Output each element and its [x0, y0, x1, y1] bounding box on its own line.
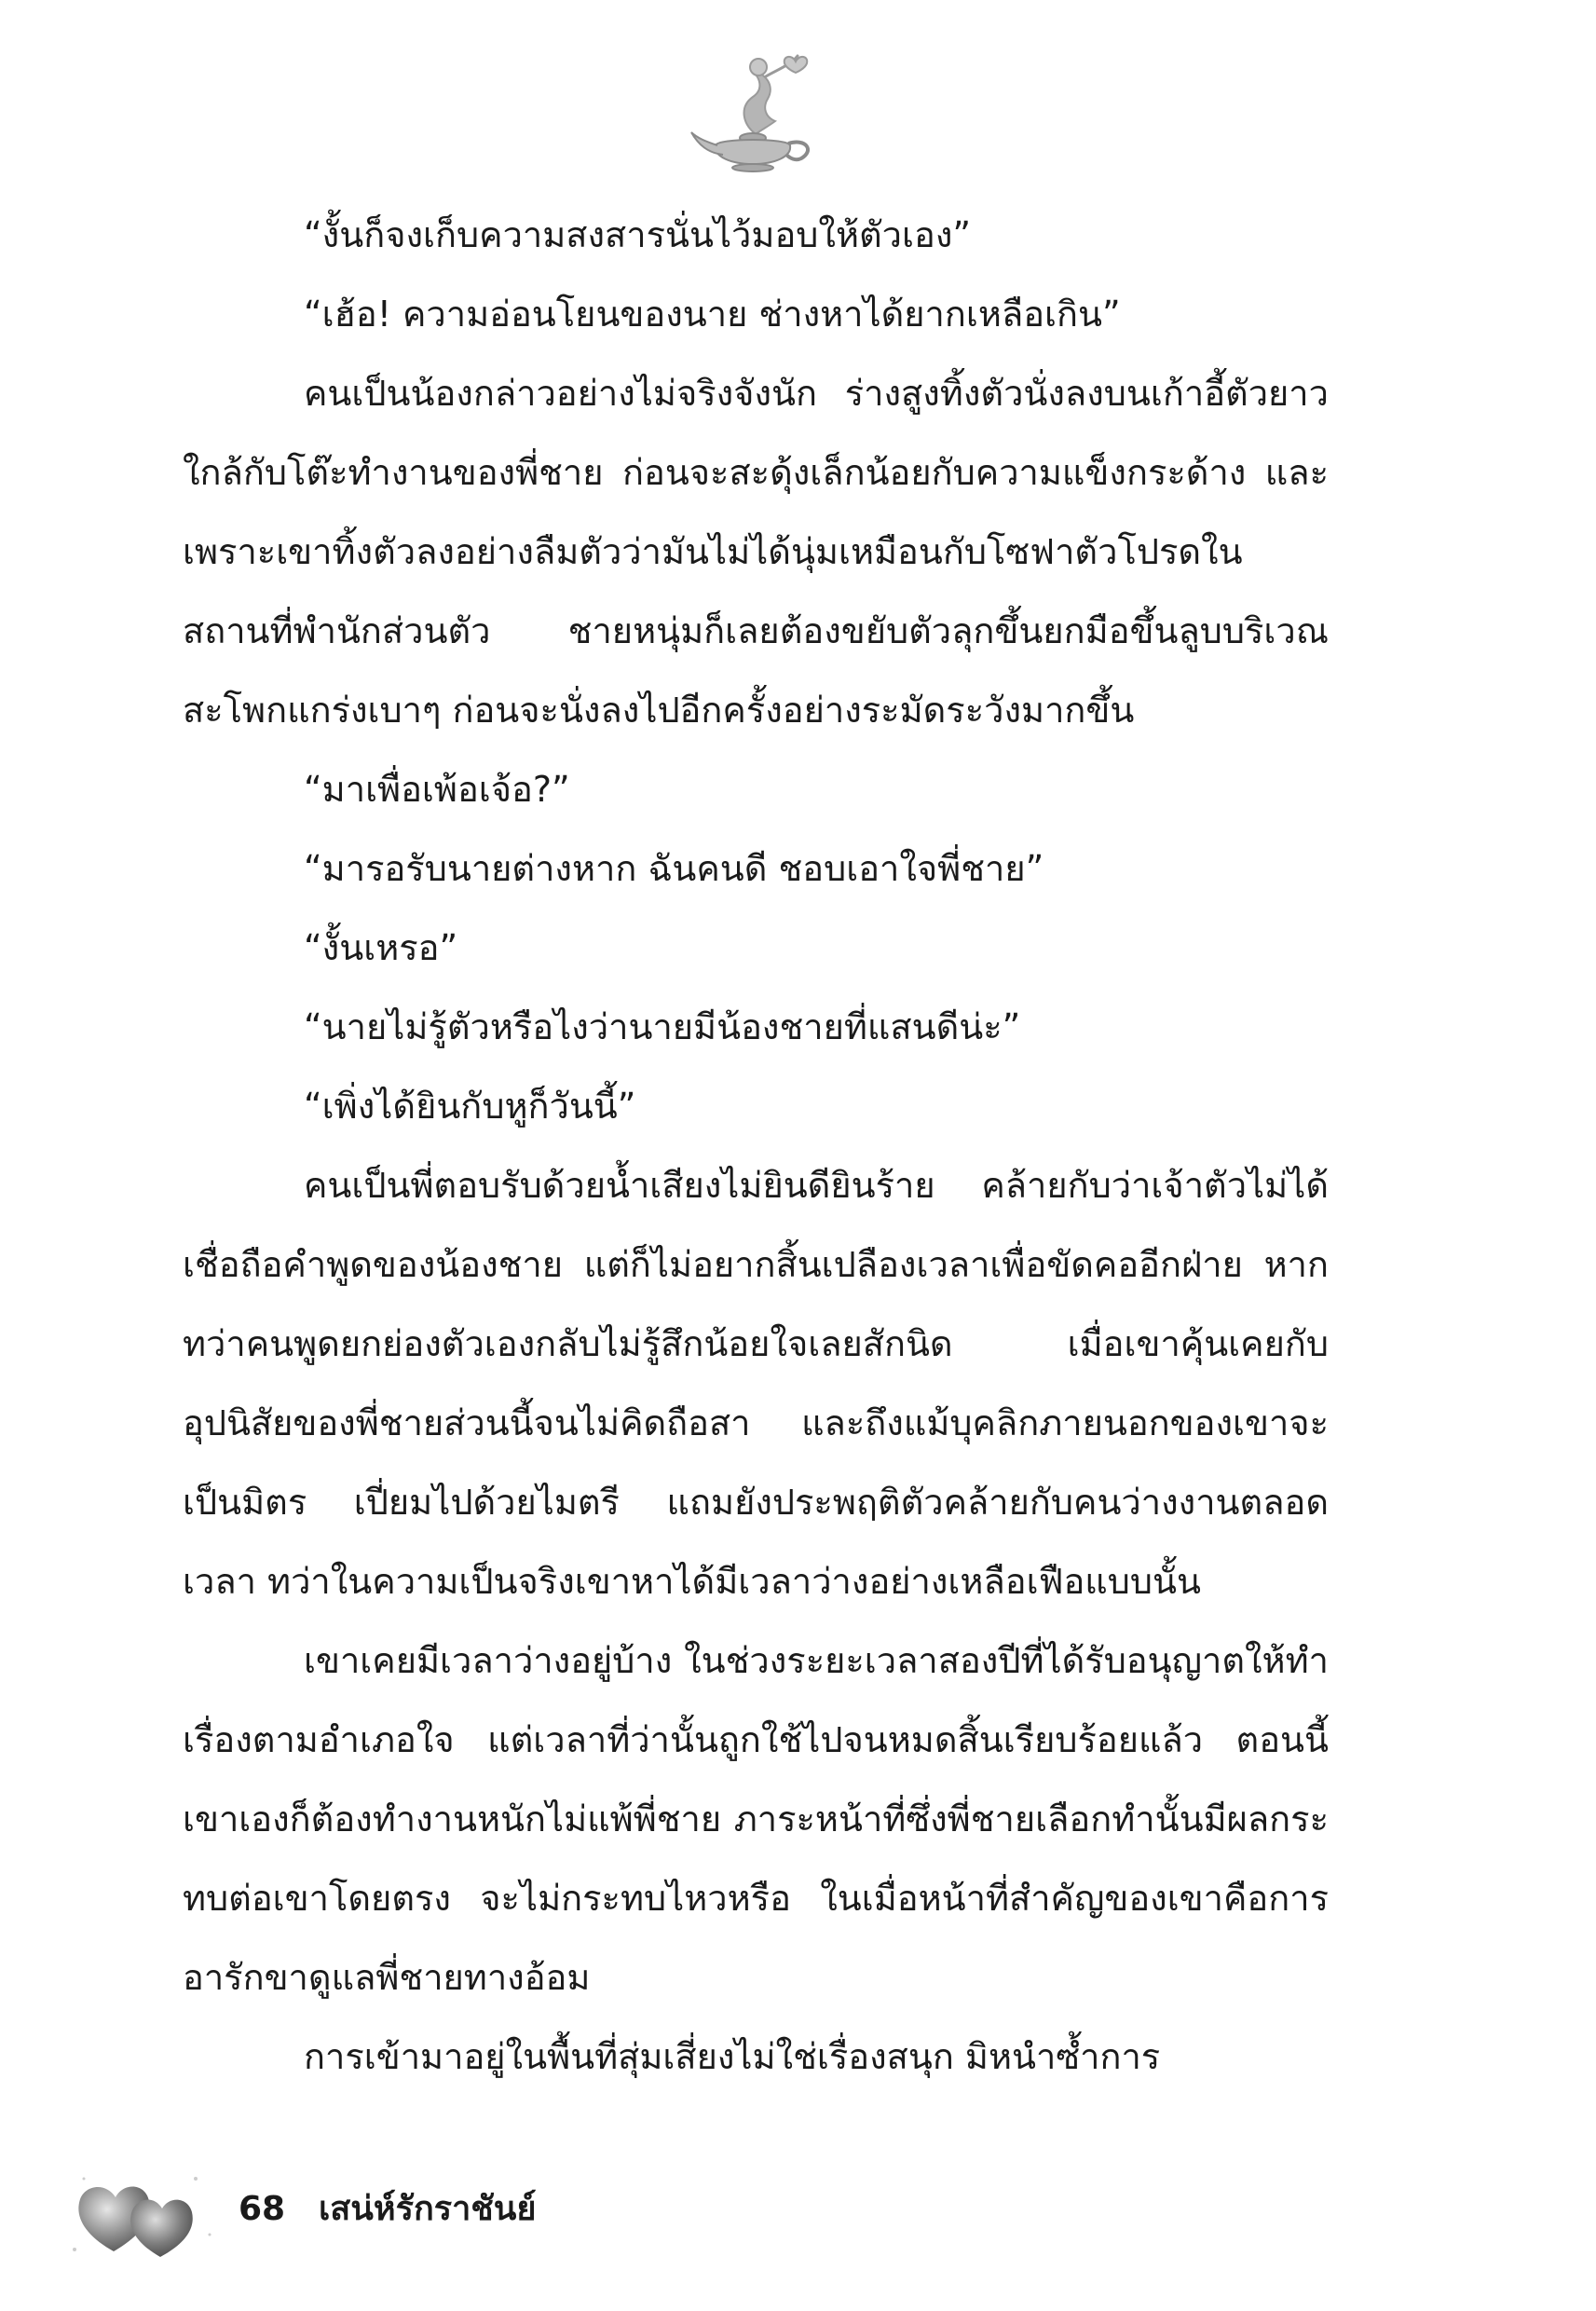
genie-lamp-icon [686, 48, 825, 174]
book-title: เสน่ห์รักราชันย์ [319, 2190, 537, 2228]
paragraph: เขาเคยมีเวลาว่างอยู่บ้าง ในช่วงระยะเวลาสองปีที่ได้รับอนุญาตให้ทำเรื่องตามอำเภอใจ แต่เวลาที่ว่านั้นถูกใช้ไปจนหมดสิ้นเรียบร้อยแล้ว ตอนนี้เขาเองก็ต้องทำงานหนักไม่แพ้พี่ชาย ภาระหน้าที่ซึ่งพี่ชายเลือกทำนั้นมีผลกระทบต่อเขาโดยตรง จะไม่กระทบไหวหรือ ในเมื่อหน้าที่สำคัญของเขาคือการอารักขาดูแลพี่ชายทางอ้อม [183, 1640, 1329, 1998]
paragraph: “มารอรับนายต่างหาก ฉันคนดี ชอบเอาใจพี่ชาย” [304, 848, 1044, 889]
paragraph: การเข้ามาอยู่ในพื้นที่สุ่มเสี่ยงไม่ใช่เรื่องสนุก มิหนำซ้ำการ [304, 2036, 1161, 2077]
paragraph: “นายไม่รู้ตัวหรือไงว่านายมีน้องชายที่แสนดีน่ะ” [304, 1006, 1021, 1047]
hearts-icon [56, 2160, 252, 2263]
page-number: 68 [239, 2190, 286, 2228]
paragraph: คนเป็นพี่ตอบรับด้วยน้ำเสียงไม่ยินดียินร้าย คล้ายกับว่าเจ้าตัวไม่ได้เชื่อถือคำพูดของน้องชาย แต่ก็ไม่อยากสิ้นเปลืองเวลาเพื่อขัดคออีกฝ่าย หากทว่าคนพูดยกย่องตัวเองกลับไม่รู้สึกน้อยใจเลยสักนิด เมื่อเขาคุ้นเคยกับอุปนิสัยของพี่ชายส่วนนี้จนไม่คิดถือสา และถึงแม้บุคลิกภายนอกของเขาจะเป็นมิตร เปี่ยมไปด้วยไมตรี แถมยังประพฤติตัวคล้ายกับคนว่างงานตลอดเวลา ทว่าในความเป็นจริงเขาหาได้มีเวลาว่างอย่างเหลือเฟือแบบนั้น [183, 1165, 1329, 1602]
paragraph: “เพิ่งได้ยินกับหูก็วันนี้” [304, 1086, 636, 1127]
body-text [183, 196, 1329, 2097]
paragraph: “งั้นเหรอ” [304, 927, 458, 968]
paragraph: “มาเพื่อเพ้อเจ้อ?” [304, 769, 570, 810]
page-footer [56, 2160, 708, 2263]
paragraph: “เฮ้อ! ความอ่อนโยนของนาย ช่างหาได้ยากเหลือเกิน” [304, 294, 1121, 335]
paragraph: “งั้นก็จงเก็บความสงสารนั่นไว้มอบให้ตัวเอง” [304, 214, 972, 255]
paragraph: คนเป็นน้องกล่าวอย่างไม่จริงจังนัก ร่างสูงทิ้งตัวนั่งลงบนเก้าอี้ตัวยาวใกล้กับโต๊ะทำงานของพี่ชาย ก่อนจะสะดุ้งเล็กน้อยกับความแข็งกระด้าง และเพราะเขาทิ้งตัวลงอย่างลืมตัวว่ามันไม่ได้นุ่มเหมือนกับโซฟาตัวโปรดในสถานที่พำนักส่วนตัว ชายหนุ่มก็เลยต้องขยับตัวลุกขึ้นยกมือขึ้นลูบบริเวณสะโพกแกร่งเบาๆ ก่อนจะนั่งลงไปอีกครั้งอย่างระมัดระวังมากขึ้น [183, 373, 1329, 731]
